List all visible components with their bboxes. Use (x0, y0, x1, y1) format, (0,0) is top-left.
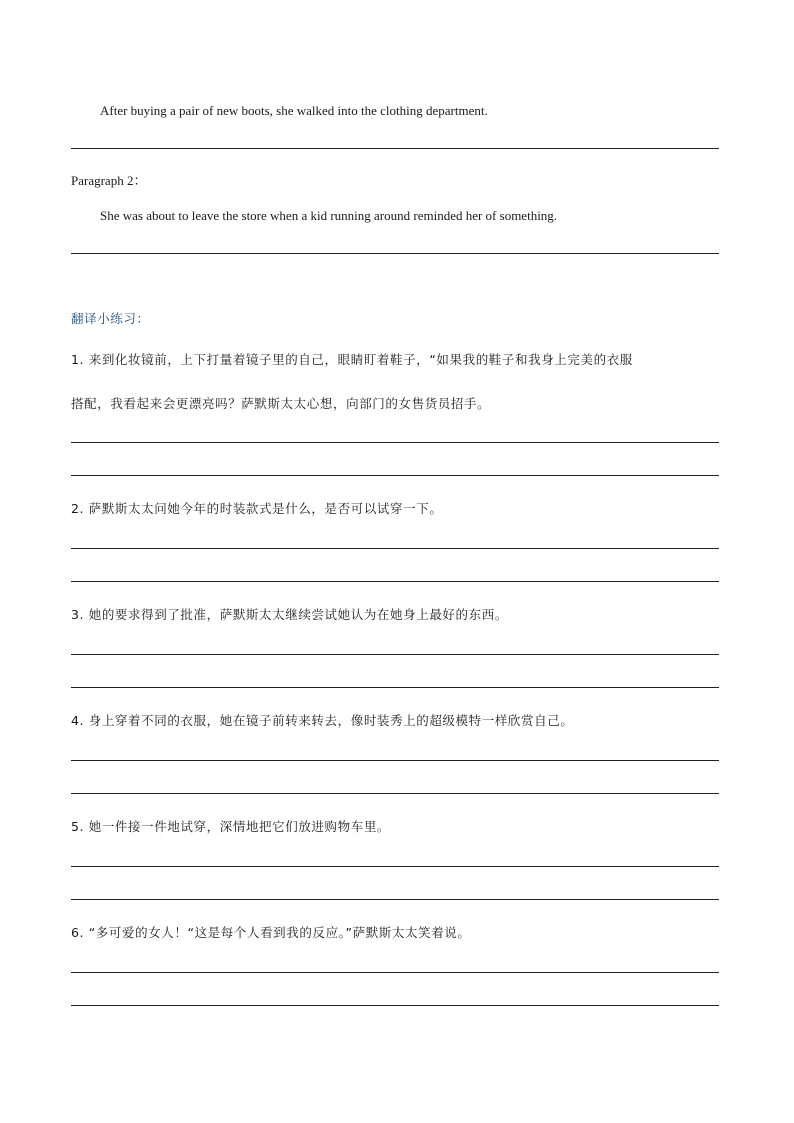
item-text: “多可爱的女人！“这是每个人看到我的反应。”萨默斯太太笑着说。 (88, 925, 471, 940)
writing-line (71, 654, 719, 655)
writing-line (71, 972, 719, 973)
writing-line (71, 687, 719, 688)
translation-item-1 (71, 352, 633, 368)
writing-line (71, 475, 719, 476)
item-number: 5. (71, 819, 85, 834)
paragraph1-opening-sentence: After buying a pair of new boots, she walked into the clothing department. (100, 103, 488, 118)
writing-line (71, 1005, 719, 1006)
writing-line (71, 760, 719, 761)
item-number: 6. (71, 925, 85, 940)
translation-item-6 (71, 925, 471, 941)
writing-line (71, 793, 719, 794)
item-number: 2. (71, 501, 85, 516)
writing-line (71, 548, 719, 549)
translation-item-3 (71, 607, 508, 623)
translation-item-5 (71, 819, 390, 835)
writing-line (71, 148, 719, 149)
translation-item-1-continued: 搭配，我看起来会更漂亮吗？萨默斯太太心想，向部门的女售货员招手。 (71, 396, 491, 411)
translation-heading: 翻译小练习： (71, 311, 150, 326)
translation-item-4 (71, 713, 573, 729)
item-number: 4. (71, 713, 85, 728)
writing-line (71, 581, 719, 582)
item-text: 萨默斯太太问她今年的时装款式是什么，是否可以试穿一下。 (88, 501, 443, 516)
item-number: 3. (71, 607, 85, 622)
writing-line (71, 442, 719, 443)
item-text: 来到化妆镜前，上下打量着镜子里的自己，眼睛盯着鞋子，“如果我的鞋子和我身上完美的衣服 (88, 352, 633, 367)
item-text: 身上穿着不同的衣服，她在镜子前转来转去，像时装秀上的超级模特一样欣赏自己。 (88, 713, 574, 728)
translation-item-2 (71, 501, 442, 517)
writing-line (71, 866, 719, 867)
writing-line (71, 253, 719, 254)
item-number: 1. (71, 352, 85, 367)
item-text: 她一件接一件地试穿，深情地把它们放进购物车里。 (88, 819, 391, 834)
item-text: 她的要求得到了批准，萨默斯太太继续尝试她认为在她身上最好的东西。 (88, 607, 508, 622)
writing-line (71, 899, 719, 900)
paragraph2-opening-sentence: She was about to leave the store when a kid running around reminded her of something. (100, 208, 558, 223)
paragraph2-label: Paragraph 2： (71, 173, 147, 188)
